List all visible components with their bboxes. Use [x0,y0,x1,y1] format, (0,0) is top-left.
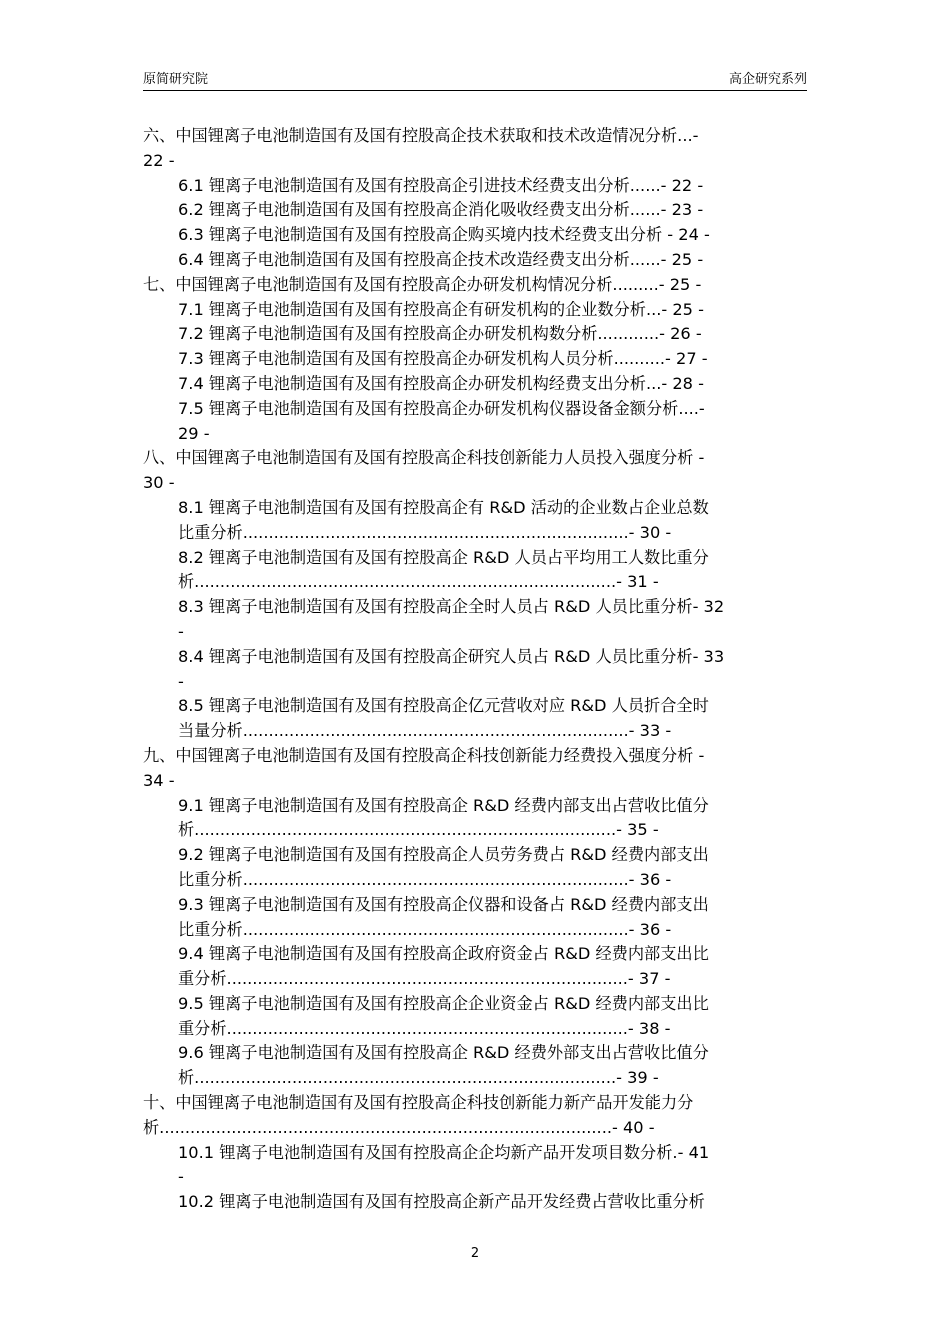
toc-entry-line[interactable]: 34 - [143,770,175,790]
toc-subentry-line[interactable]: 6.3 锂离子电池制造国有及国有控股高企购买境内技术经费支出分析 - 24 - [178,225,710,245]
toc-subentry-line[interactable]: 6.1 锂离子电池制造国有及国有控股高企引进技术经费支出分析......- 22 - [178,175,704,195]
toc-subentry-line[interactable]: 比重分析...........................................................................- 36 - [178,919,672,939]
toc-subentry-line[interactable]: 7.4 锂离子电池制造国有及国有控股高企办研发机构经费支出分析...- 28 - [178,373,704,393]
page-number: 2 [470,1246,480,1261]
toc-subentry-line[interactable]: 10.1 锂离子电池制造国有及国有控股高企企均新产品开发项目数分析.- 41 [178,1142,710,1162]
page-header [143,68,807,91]
toc-subentry-line[interactable]: 重分析..............................................................................- 37 - [178,969,671,989]
toc-entry-line[interactable]: 十、中国锂离子电池制造国有及国有控股高企科技创新能力新产品开发能力分 [143,1093,694,1113]
toc-subentry-line[interactable]: 6.2 锂离子电池制造国有及国有控股高企消化吸收经费支出分析......- 23 - [178,200,704,220]
toc-subentry-line[interactable]: 9.5 锂离子电池制造国有及国有控股高企企业资金占 R&D 经费内部支出比 [178,993,709,1013]
toc-entry-line[interactable]: 八、中国锂离子电池制造国有及国有控股高企科技创新能力人员投入强度分析 - [143,448,705,468]
toc-subentry-line[interactable]: - [178,621,184,641]
toc-subentry-line[interactable]: 29 - [178,423,210,443]
toc-subentry-line[interactable]: 比重分析...........................................................................- 30 - [178,522,672,542]
header-series: 高企研究系列 [728,72,807,87]
toc-subentry-line[interactable]: 重分析..............................................................................- 38 - [178,1018,671,1038]
toc-subentry-line[interactable]: 7.2 锂离子电池制造国有及国有控股高企办研发机构数分析............- 26 - [178,324,702,344]
toc-subentry-line[interactable]: 当量分析...........................................................................- 33 - [178,721,672,741]
toc-subentry-line[interactable]: 9.3 锂离子电池制造国有及国有控股高企仪器和设备占 R&D 经费内部支出 [178,894,709,914]
toc-subentry-line[interactable]: 7.3 锂离子电池制造国有及国有控股高企办研发机构人员分析..........- 27 - [178,349,708,369]
toc-subentry-line[interactable]: - [178,671,184,691]
toc-subentry-line[interactable]: 10.2 锂离子电池制造国有及国有控股高企新产品开发经费占营收比重分析 [178,1192,705,1212]
toc-entry-line[interactable]: 析........................................................................................- 40 - [143,1117,655,1137]
toc-subentry-line[interactable]: 9.2 锂离子电池制造国有及国有控股高企人员劳务费占 R&D 经费内部支出 [178,845,709,865]
table-of-contents [143,124,807,1215]
toc-subentry-line[interactable]: 析..................................................................................- 39 - [178,1068,659,1088]
toc-entry-line[interactable]: 七、中国锂离子电池制造国有及国有控股高企办研发机构情况分析.........- 25 - [143,274,702,294]
toc-subentry-line[interactable]: 9.1 锂离子电池制造国有及国有控股高企 R&D 经费内部支出占营收比值分 [178,795,709,815]
toc-subentry-line[interactable]: 9.4 锂离子电池制造国有及国有控股高企政府资金占 R&D 经费内部支出比 [178,944,709,964]
toc-subentry-line[interactable]: 析..................................................................................- 35 - [178,820,659,840]
toc-subentry-line[interactable]: 6.4 锂离子电池制造国有及国有控股高企技术改造经费支出分析......- 25 - [178,249,704,269]
toc-subentry-line[interactable]: 9.6 锂离子电池制造国有及国有控股高企 R&D 经费外部支出占营收比值分 [178,1043,709,1063]
toc-subentry-line[interactable]: 7.5 锂离子电池制造国有及国有控股高企办研发机构仪器设备金额分析....- [178,398,705,418]
toc-subentry-line[interactable]: 8.2 锂离子电池制造国有及国有控股高企 R&D 人员占平均用工人数比重分 [178,547,709,567]
toc-entry-line[interactable]: 22 - [143,150,175,170]
header-institute: 原简研究院 [143,72,209,87]
toc-subentry-line[interactable]: 析..................................................................................- 31 - [178,572,659,592]
toc-entry-line[interactable]: 30 - [143,473,175,493]
toc-subentry-line[interactable]: 8.1 锂离子电池制造国有及国有控股高企有 R&D 活动的企业数占企业总数 [178,497,709,517]
toc-subentry-line[interactable]: 8.4 锂离子电池制造国有及国有控股高企研究人员占 R&D 人员比重分析- 33 [178,646,725,666]
toc-subentry-line[interactable]: 比重分析...........................................................................- 36 - [178,869,672,889]
toc-entry-line[interactable]: 九、中国锂离子电池制造国有及国有控股高企科技创新能力经费投入强度分析 - [143,745,705,765]
toc-subentry-line[interactable]: 8.3 锂离子电池制造国有及国有控股高企全时人员占 R&D 人员比重分析- 32 [178,597,725,617]
toc-subentry-line[interactable]: - [178,1167,184,1187]
toc-subentry-line[interactable]: 7.1 锂离子电池制造国有及国有控股高企有研发机构的企业数分析...- 25 - [178,299,704,319]
toc-entry-line[interactable]: 六、中国锂离子电池制造国有及国有控股高企技术获取和技术改造情况分析...- [143,126,699,145]
toc-subentry-line[interactable]: 8.5 锂离子电池制造国有及国有控股高企亿元营收对应 R&D 人员折合全时 [178,696,709,716]
